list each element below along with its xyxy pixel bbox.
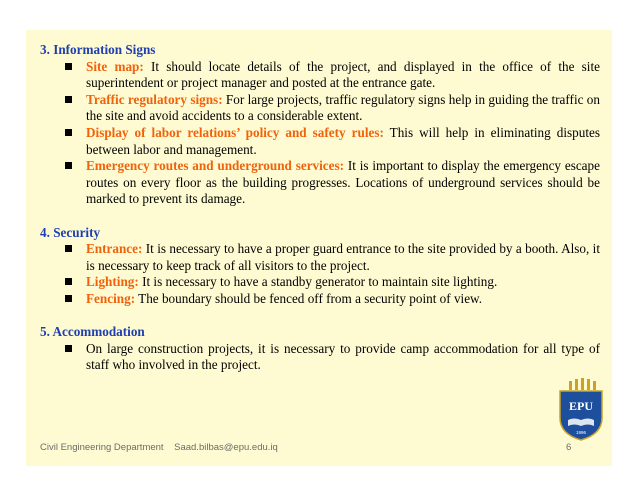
- epu-logo: [556, 378, 606, 442]
- list-item: [65, 92, 600, 125]
- item-text: The boundary should be fenced off from a security point of view.: [135, 290, 483, 306]
- square-bullet-icon: [65, 345, 72, 352]
- logo-year: 1996: [575, 430, 587, 435]
- square-bullet-icon: [65, 162, 72, 169]
- item-term: Emergency routes and underground services:: [86, 158, 345, 174]
- list-item: [65, 274, 600, 291]
- item-text: On large construction projects, it is necessary to provide camp accommodation for all type of staff who involved in the project.: [86, 340, 600, 373]
- square-bullet-icon: [65, 129, 72, 136]
- section-information-signs: [40, 42, 600, 208]
- square-bullet-icon: [65, 295, 72, 302]
- logo-flame-icon: [569, 378, 596, 390]
- section-title: 5. Accommodation: [40, 324, 145, 340]
- bullet-list: [40, 241, 600, 307]
- footer-email: Saad.bilbas@epu.edu.iq: [174, 442, 278, 453]
- footer-department: Civil Engineering Department: [40, 442, 164, 453]
- list-item: [65, 341, 600, 374]
- item-term: Lighting:: [86, 274, 139, 290]
- item-text: For large projects, traffic regulatory signs help in guiding the traffic on the site and avoid accidents to a considerable extent.: [86, 91, 600, 124]
- square-bullet-icon: [65, 245, 72, 252]
- list-item: [65, 241, 600, 274]
- slide: [26, 30, 612, 466]
- square-bullet-icon: [65, 96, 72, 103]
- list-item: [65, 158, 600, 208]
- footer: [40, 442, 278, 453]
- logo-text: EPU: [569, 399, 593, 413]
- bullet-list: [40, 59, 600, 208]
- section-spacer: [40, 308, 600, 325]
- section-security: [40, 225, 600, 308]
- section-title: 4. Security: [40, 224, 101, 240]
- item-text: It is necessary to have a proper guard entrance to the site provided by a booth. Also, it is necessary to keep track of all visitors to the project.: [86, 241, 600, 273]
- item-text: It is important to display the emergency escape routes on every floor as the building progresses. Locations of underground services should be marked to prevent its damage.: [86, 158, 600, 207]
- square-bullet-icon: [65, 278, 72, 285]
- item-text: It is necessary to have a standby generator to maintain site lighting.: [138, 274, 498, 290]
- square-bullet-icon: [65, 63, 72, 70]
- section-title: 3. Information Signs: [40, 42, 156, 57]
- bullet-list: [40, 341, 600, 374]
- item-term: Entrance:: [86, 241, 143, 257]
- item-text: This will help in eliminating disputes between labor and management.: [86, 124, 600, 157]
- list-item: [65, 291, 600, 308]
- item-term: Traffic regulatory signs:: [86, 91, 223, 107]
- section-accommodation: [40, 324, 600, 374]
- item-term: Display of labor relations’ policy and safety rules:: [86, 124, 384, 140]
- list-item: [65, 125, 600, 158]
- slide-content: [40, 42, 600, 374]
- item-term: Site map:: [86, 58, 144, 74]
- item-text: It should locate details of the project, and displayed in the office of the site superintendent or project manager and posted at the entrance gate.: [86, 58, 600, 91]
- item-term: Fencing:: [86, 290, 136, 306]
- page-number: 6: [566, 442, 572, 453]
- list-item: [65, 59, 600, 92]
- section-spacer: [40, 208, 600, 225]
